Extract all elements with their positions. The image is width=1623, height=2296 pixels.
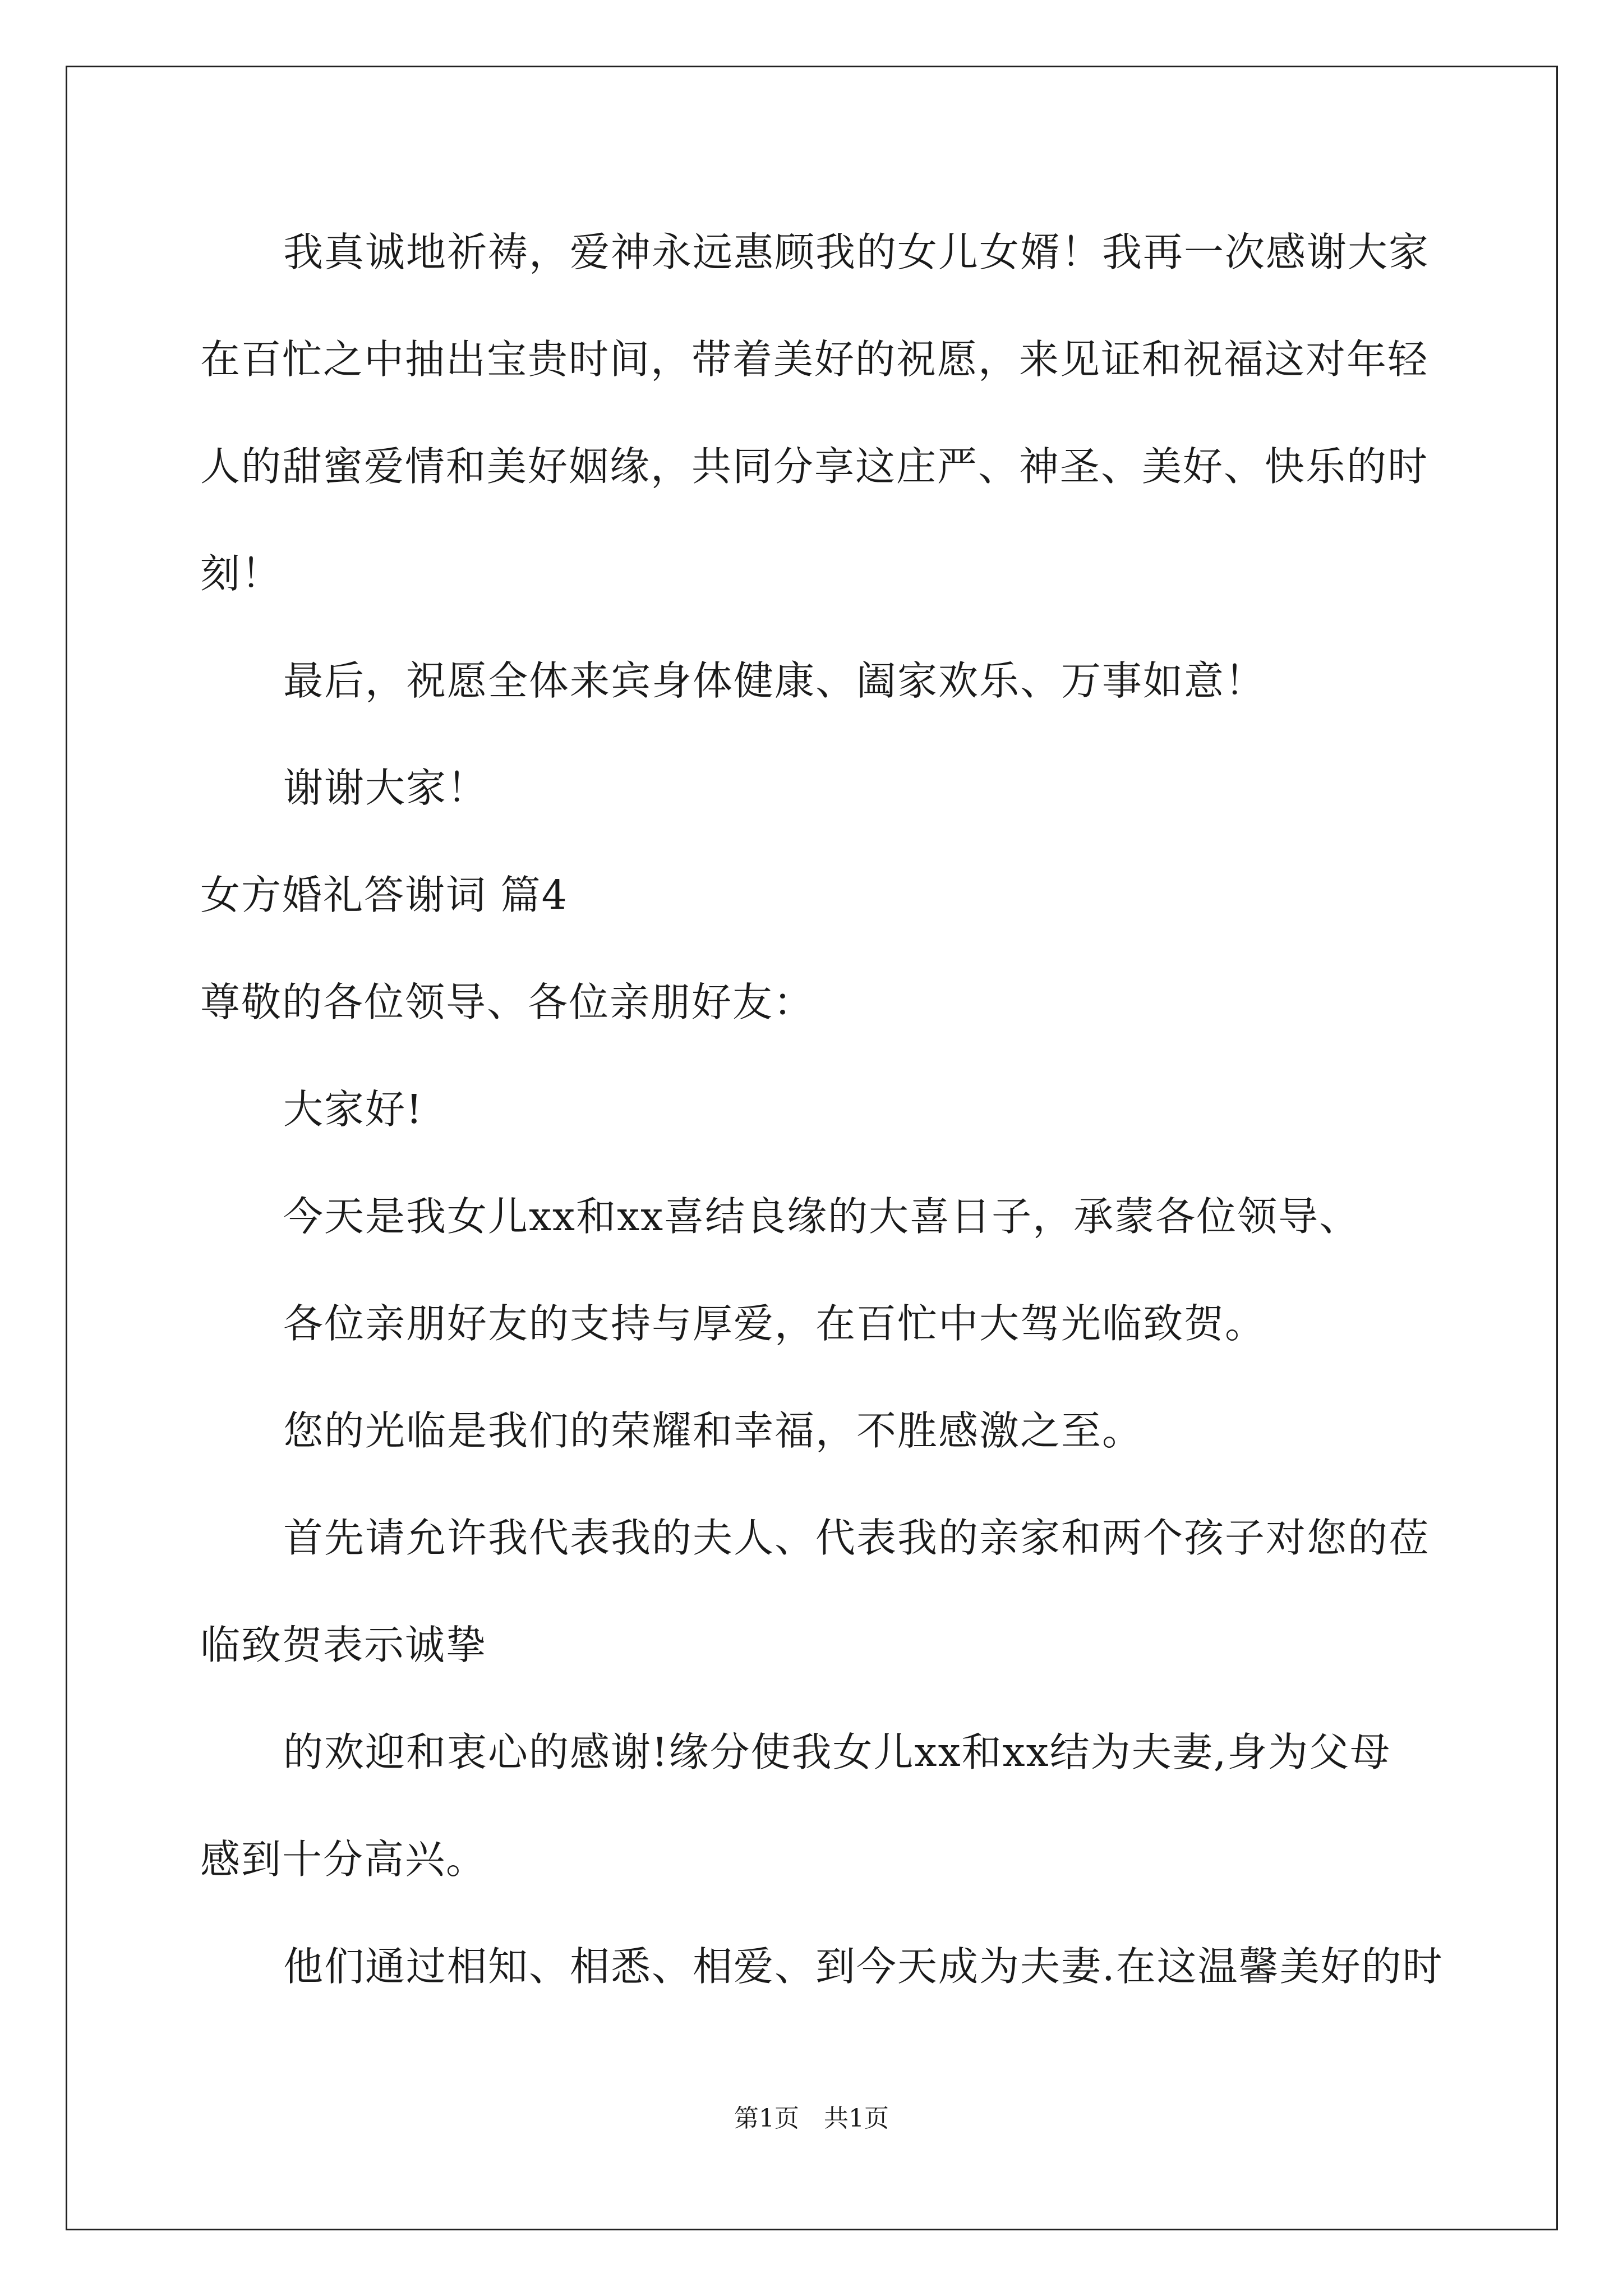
paragraph-line: 在百忙之中抽出宝贵时间，带着美好的祝愿，来见证和祝福这对年轻	[200, 336, 1429, 383]
page-border	[66, 66, 1558, 2230]
paragraph-line: 他们通过相知、相悉、相爱、到今天成为夫妻.在这温馨美好的时	[283, 1943, 1444, 1990]
paragraph-line: 最后，祝愿全体来宾身体健康、阖家欢乐、万事如意！	[283, 657, 1266, 704]
paragraph-line: 首先请允许我代表我的夫人、代表我的亲家和两个孩子对您的莅	[283, 1515, 1430, 1561]
page-footer: 第1页 共1页	[734, 2104, 889, 2133]
paragraph-line: 感到十分高兴。	[200, 1836, 487, 1883]
paragraph-line: 今天是我女儿xx和xx喜结良缘的大喜日子，承蒙各位领导、	[283, 1193, 1361, 1240]
paragraph-line: 的欢迎和衷心的感谢!缘分使我女儿xx和xx结为夫妻,身为父母	[283, 1729, 1391, 1775]
salutation: 尊敬的各位领导、各位亲朋好友：	[200, 979, 815, 1025]
section-heading: 女方婚礼答谢词 篇4	[200, 872, 568, 918]
paragraph-line: 各位亲朋好友的支持与厚爱，在百忙中大驾光临致贺。	[283, 1300, 1266, 1347]
paragraph-line: 谢谢大家！	[283, 765, 488, 811]
paragraph-line: 刻！	[200, 550, 283, 597]
paragraph-line: 临致贺表示诚挚	[200, 1622, 487, 1668]
paragraph-line: 大家好!	[283, 1086, 423, 1133]
paragraph-line: 人的甜蜜爱情和美好姻缘，共同分享这庄严、神圣、美好、快乐的时	[200, 443, 1429, 490]
paragraph-line: 我真诚地祈祷，爱神永远惠顾我的女儿女婿！我再一次感谢大家	[283, 229, 1430, 275]
paragraph-line: 您的光临是我们的荣耀和幸福，不胜感激之至。	[283, 1407, 1144, 1454]
